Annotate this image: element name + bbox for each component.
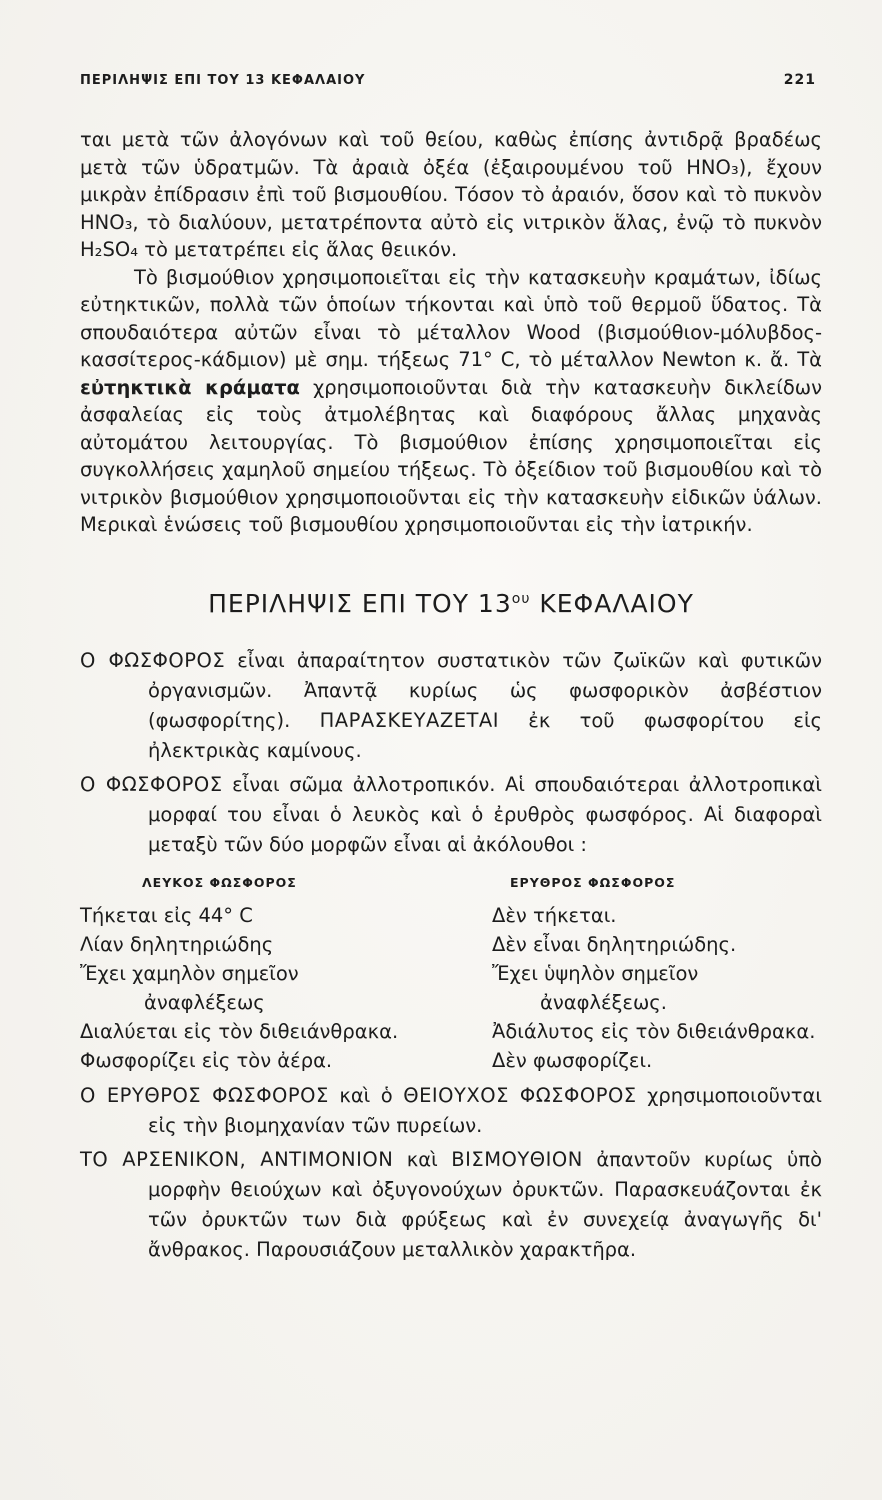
running-title: ΠΕΡΙΛΗΨΙΣ ΕΠΙ ΤΟΥ 13 ΚΕΦΑΛΑΙΟΥ — [80, 73, 366, 88]
summary-p3-text-a: καὶ ὁ — [328, 1083, 404, 1107]
summary-p3-text-b: χρησιμοποιοῦνται εἰς τὴν βιομηχανίαν τῶν πυρείων. — [148, 1083, 823, 1137]
summary-paragraph-2 — [80, 770, 822, 860]
term-prepared: ΠΑΡΑΣΚΕΥΑΖΕΤΑΙ — [319, 708, 500, 732]
term-phosphorus: Ο ΦΩΣΦΟΡΟΣ — [80, 648, 226, 672]
page-number: 221 — [783, 72, 816, 88]
summary-p1-text-b: ἐκ τοῦ φωσφορίτου εἰς ἠλεκτρικὰς καμίνους. — [148, 708, 822, 762]
white-phosphorus-column — [80, 868, 425, 1075]
summary-title — [80, 589, 822, 618]
body-paragraph-1: ται μετὰ τῶν ἀλογόνων καὶ τοῦ θείου, καθὼς ἐπίσης ἀντιδρᾷ βραδέως μετὰ τῶν ὑδρατμῶν. Τὰ ἀραιὰ ὀξέα (ἐξαιρουμένου τοῦ HNO₃), ἔχουν μικρὰν ἐπίδρασιν ἐπὶ τοῦ βισμουθίου. Τόσον τὸ ἀραιόν, ὅσον καὶ τὸ πυκνὸν HNO₃, τὸ διαλύουν, μετατρέποντα αὐτὸ εἰς νιτρικὸν ἅλας, ἐνῷ τὸ πυκνὸν H₂SO₄ τὸ μετατρέπει εἰς ἅλας θειικόν. — [80, 128, 822, 261]
term-red-phosphorus: Ο ΕΡΥΘΡΟΣ ΦΩΣΦΟΡΟΣ — [80, 1083, 329, 1107]
white-item: Φωσφορίζει εἰς τὸν ἀέρα. — [80, 1048, 333, 1072]
summary-title-ordinal: ου — [511, 590, 531, 607]
term-arsenic-antimony: ΤΟ ΑΡΣΕΝΙΚΟΝ, ΑΝΤΙΜΟΝΙΟΝ — [80, 1147, 394, 1171]
body-paragraph-2-end: χρησιμοποιοῦνται διὰ τὴν κατασκευὴν δικλείδων ἀσφαλείας εἰς τοὺς ἀτμολέβητας καὶ διαφόρους ἄλλας μηχανὰς αὐτομάτου λειτουργίας. Τὸ βισμούθιον ἐπίσης χρησιμοποιεῖται εἰς συγκολλήσεις χαμηλοῦ σημείου τήξεως. Τὸ ὀξείδιον τοῦ βισμουθίου καὶ τὸ νιτρικὸν βισμούθιον χρησιμοποιοῦνται εἰς τὴν κατασκευὴν εἰδικῶν ὑάλων. Μερικαὶ ἑνώσεις τοῦ βισμουθίου χρησιμοποιοῦνται εἰς τὴν ἰατρικήν. — [80, 375, 822, 536]
red-item: Ἀδιάλυτος εἰς τὸν διθειάνθρακα. — [492, 1019, 816, 1043]
summary-paragraph-1 — [80, 646, 822, 766]
term-eutectic-alloys: εὐτηκτικὰ κράματα — [80, 375, 300, 399]
white-item: Διαλύεται εἰς τὸν διθειάνθρακα. — [80, 1019, 399, 1043]
term-bismuth: ΒΙΣΜΟΥΘΙΟΝ — [451, 1147, 583, 1171]
white-item: Τήκεται εἰς 44° C — [80, 903, 253, 927]
summary-title-main: ΠΕΡΙΛΗΨΙΣ ΕΠΙ ΤΟΥ 13 — [208, 588, 512, 618]
body-paragraph-2-start: Τὸ βισμούθιον χρησιμοποιεῖται εἰς τὴν κατασκευὴν κραμάτων, ἰδίως εὐτηκτικῶν, πολλὰ τῶν ὁποίων τήκονται καὶ ὑπὸ τοῦ θερμοῦ ὕδατος. Τὰ σπουδαιότερα αὐτῶν εἶναι τὸ μέταλλον Wood (βισμούθιον-μόλυβδος-κασσίτερος-κάδμιον) μὲ σημ. τήξεως 71° C, τὸ μέταλλον Newton κ. ἄ. Τὰ — [80, 265, 822, 371]
summary-p2-text: εἶναι σῶμα ἀλλοτροπικόν. Αἱ σπουδαιότεραι ἀλλοτροπικαὶ μορφαί του εἶναι ὁ λευκὸς καὶ ὁ ἐρυθρὸς φωσφόρος. Αἱ διαφοραὶ μεταξὺ τῶν δύο μορφῶν εἶναι αἱ ἀκόλουθοι : — [148, 772, 822, 856]
term-sulfide-phosphorus: ΘΕΙΟΥΧΟΣ ΦΩΣΦΟΡΟΣ — [403, 1083, 637, 1107]
white-phosphorus-heading: ΛΕΥΚΟΣ ΦΩΣΦΟΡΟΣ — [142, 874, 297, 890]
summary-title-end: ΚΕΦΑΛΑΙΟΥ — [530, 588, 694, 618]
red-item: Ἔχει ὑψηλὸν σημεῖον ἀναφλέξεως. — [492, 961, 699, 1014]
white-item: Ἔχει χαμηλὸν σημεῖον ἀναφλέξεως — [80, 961, 299, 1014]
body-paragraph-2 — [80, 264, 822, 539]
summary-p1-text-a: εἶναι ἀπαραίτητον συστατικὸν τῶν ζωϊκῶν καὶ φυτικῶν ὀργανισμῶν. Ἀπαντᾷ κυρίως ὡς φωσφορικὸν ἀσβέστιον (φωσφορίτης). — [148, 648, 823, 732]
red-item: Δὲν εἶναι δηλητηριώδης. — [492, 932, 737, 956]
summary-paragraph-4 — [80, 1145, 822, 1265]
summary-paragraph-3 — [80, 1081, 822, 1141]
red-phosphorus-heading: ΕΡΥΘΡΟΣ ΦΩΣΦΟΡΟΣ — [510, 874, 676, 890]
running-header — [80, 72, 822, 88]
white-item: Λίαν δηλητηριώδης — [80, 932, 274, 956]
comparison-columns — [80, 868, 822, 1075]
red-item: Δὲν τήκεται. — [492, 903, 617, 927]
term-phosphorus-2: Ο ΦΩΣΦΟΡΟΣ — [80, 772, 223, 796]
red-item: Δὲν φωσφορίζει. — [492, 1048, 653, 1072]
red-phosphorus-column — [492, 868, 822, 1075]
summary-p4-text-b: ἀπαντοῦν κυρίως ὑπὸ μορφὴν θειούχων καὶ ὀξυγονούχων ὀρυκτῶν. Παρασκευάζονται ἐκ τῶν ὀρυκτῶν των διὰ φρύξεως καὶ ἐν συνεχείᾳ ἀναγωγῆς δι' ἄνθρακος. Παρουσιάζουν μεταλλικὸν χαρακτῆρα. — [148, 1147, 822, 1261]
summary-p4-text-a: καὶ — [393, 1147, 452, 1171]
